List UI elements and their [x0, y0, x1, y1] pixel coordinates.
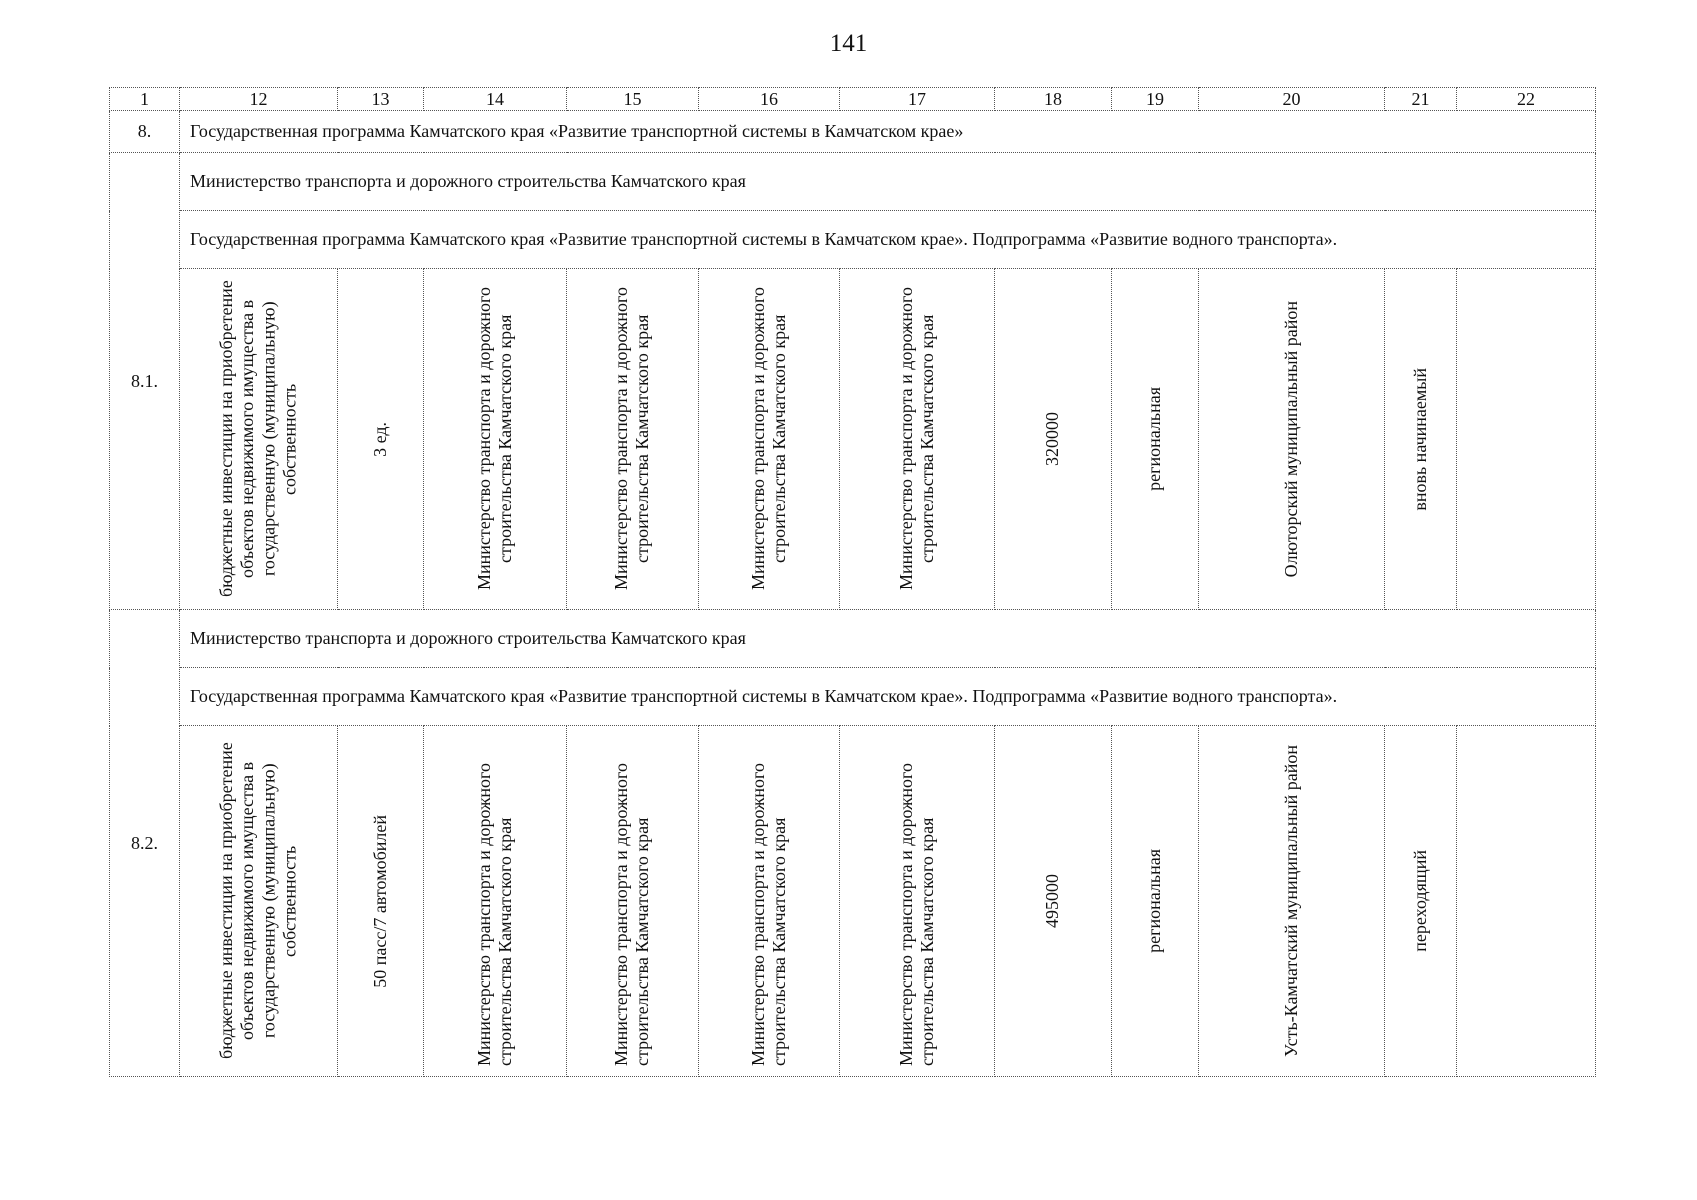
column-header: 1 — [110, 88, 180, 111]
cell-text: Министерство транспорта и дорожного строительства Камчатского края — [747, 287, 789, 591]
column-header: 14 — [424, 88, 567, 111]
table-row-program — [110, 211, 1596, 269]
ministry-cell — [699, 726, 840, 1077]
column-header: 15 — [567, 88, 699, 111]
row-number: 8.1. — [110, 153, 180, 610]
ministry-name: Министерство транспорта и дорожного строительства Камчатского края — [180, 153, 1596, 211]
ministry-cell — [424, 269, 567, 610]
table-row-ministry — [110, 610, 1596, 668]
program-name: Государственная программа Камчатского края «Развитие транспортной системы в Камчатском крае». Подпрограмма «Развитие водного транспорта». — [180, 668, 1596, 726]
ministry-cell — [840, 726, 995, 1077]
ministry-cell — [699, 269, 840, 610]
cell-text: Олюторский муниципальный район — [1280, 300, 1301, 578]
cell-text: Министерство транспорта и дорожного строительства Камчатского края — [747, 763, 789, 1066]
cell-text: Министерство транспорта и дорожного строительства Камчатского края — [611, 763, 653, 1066]
cell-text: Министерство транспорта и дорожного строительства Камчатского края — [895, 287, 937, 591]
empty-cell — [1457, 726, 1596, 1077]
table-row-ministry — [110, 153, 1596, 211]
cell-text: переходящий — [1409, 850, 1430, 952]
table-row-program — [110, 668, 1596, 726]
cell-text: бюджетные инвестиции на приобретение объектов недвижимого имущества в государственную (муниципальную) собственность — [216, 280, 300, 598]
column-header: 20 — [1199, 88, 1385, 111]
ministry-name: Министерство транспорта и дорожного строительства Камчатского края — [180, 610, 1596, 668]
cell-text: 3 ед. — [369, 421, 390, 457]
row-number: 8.2. — [110, 610, 180, 1077]
ministry-cell — [840, 269, 995, 610]
capacity-cell — [338, 269, 424, 610]
cell-text: вновь начинаемый — [1409, 367, 1430, 511]
table-row-details — [110, 269, 1596, 610]
column-header: 12 — [180, 88, 338, 111]
program-name: Государственная программа Камчатского края «Развитие транспортной системы в Камчатском крае». Подпрограмма «Развитие водного транспорта». — [180, 211, 1596, 269]
capacity-cell — [338, 726, 424, 1077]
column-header: 18 — [995, 88, 1112, 111]
column-header: 21 — [1385, 88, 1457, 111]
section-number: 8. — [110, 111, 180, 153]
ministry-cell — [424, 726, 567, 1077]
ministry-cell — [567, 269, 699, 610]
cell-text: 50 пасс/7 автомобилей — [369, 814, 390, 988]
cell-text: региональная — [1144, 849, 1165, 953]
district-cell — [1199, 269, 1385, 610]
cell-text: бюджетные инвестиции на приобретение объектов недвижимого имущества в государственную (муниципальную) собственность — [216, 742, 300, 1060]
cell-text: Министерство транспорта и дорожного строительства Камчатского края — [611, 287, 653, 591]
cell-text: региональная — [1144, 387, 1165, 491]
property-type-cell — [1112, 269, 1199, 610]
district-cell — [1199, 726, 1385, 1077]
column-header: 22 — [1457, 88, 1596, 111]
column-header: 17 — [840, 88, 995, 111]
investment-type-cell — [180, 726, 338, 1077]
status-cell — [1385, 726, 1457, 1077]
empty-cell — [1457, 269, 1596, 610]
cell-text: 320000 — [1042, 412, 1063, 466]
section-row — [110, 111, 1596, 153]
section-title: Государственная программа Камчатского края «Развитие транспортной системы в Камчатском крае» — [180, 111, 1596, 153]
amount-cell — [995, 269, 1112, 610]
cell-text: 495000 — [1042, 874, 1063, 928]
page-number: 141 — [829, 30, 868, 57]
status-cell — [1385, 269, 1457, 610]
investment-table — [109, 87, 1596, 1077]
cell-text: Министерство транспорта и дорожного строительства Камчатского края — [473, 763, 515, 1066]
column-number-header-row — [110, 88, 1596, 111]
property-type-cell — [1112, 726, 1199, 1077]
column-header: 13 — [338, 88, 424, 111]
column-header: 16 — [699, 88, 840, 111]
cell-text: Министерство транспорта и дорожного строительства Камчатского края — [473, 287, 515, 591]
cell-text: Министерство транспорта и дорожного строительства Камчатского края — [895, 763, 937, 1066]
table-row-details — [110, 726, 1596, 1077]
amount-cell — [995, 726, 1112, 1077]
ministry-cell — [567, 726, 699, 1077]
column-header: 19 — [1112, 88, 1199, 111]
cell-text: Усть-Камчатский муниципальный район — [1280, 745, 1301, 1057]
investment-type-cell — [180, 269, 338, 610]
